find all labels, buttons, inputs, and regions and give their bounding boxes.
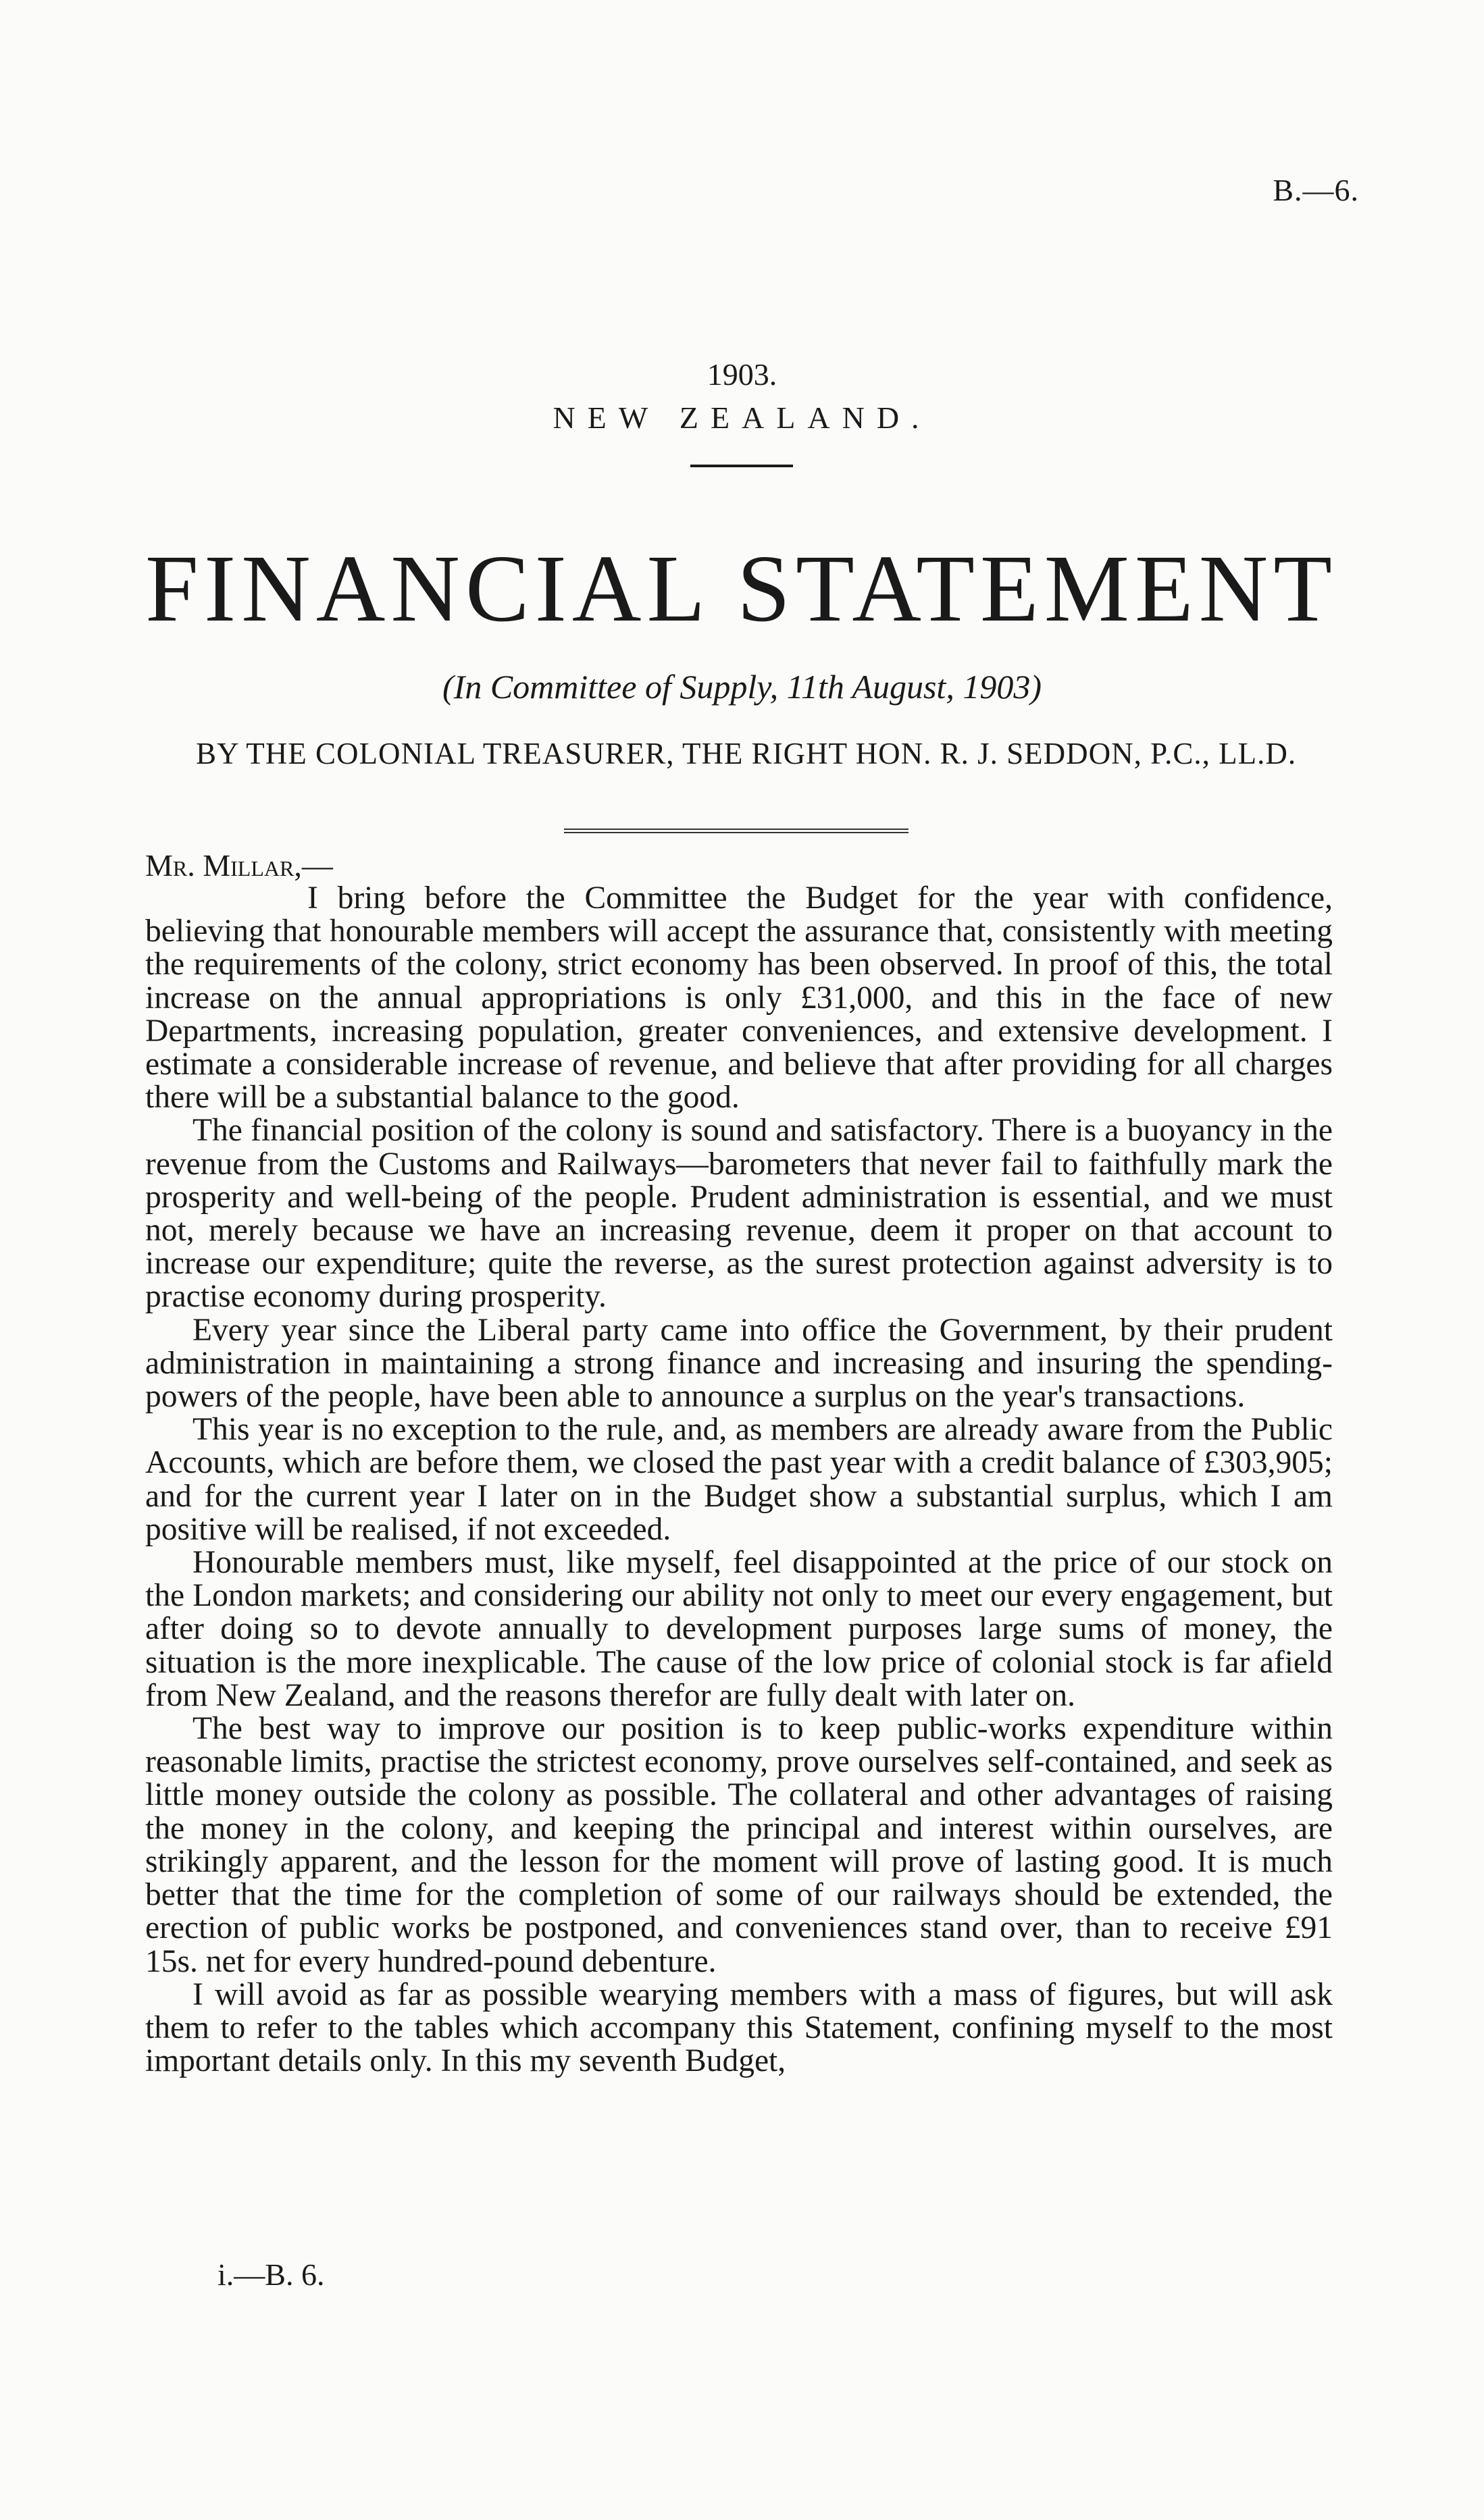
country-heading: NEW ZEALAND. — [553, 400, 931, 435]
paragraph: Honourable members must, like myself, feel disappointed at the price of our stock on the London markets; and considering our ability not only to meet our every engagement, but after doing so to devote annually to development purposes large sums of money, the situation is the more inexplicable. The cause of the low price of colonial stock is far afield from New Zealand, and the reasons therefor are fully dealt with later on. — [145, 1545, 1333, 1713]
paragraph: This year is no exception to the rule, and, as members are already aware from the Public Accounts, which are before them, we closed the past year with a credit balance of £303,905; and for the current year I later on in the Budget show a substantial surplus, which I am positive will be realised, if not exceeded. — [145, 1412, 1333, 1547]
title-word-2: STATEMENT — [737, 535, 1337, 641]
byline: BY THE COLONIAL TREASURER, THE RIGHT HON. R. J. SEDDON, P.C., LL.D. — [196, 737, 1297, 770]
paragraph: I will avoid as far as possible wearying members with a mass of figures, but will ask them to refer to the tables which accompany this Statement, confining myself to the most important details only. In this my seventh Budget, — [145, 1976, 1333, 2079]
paragraph: The financial position of the colony is sound and satisfactory. There is a buoyancy in the revenue from the Customs and Railways—barometers that never fail to faithfully mark the prosperity and well-being of the people. Prudent administration is essential, and we must not, merely because we have an increasing revenue, deem it proper on that account to increase our expenditure; quite the reverse, as the surest protection against adversity is to practise economy during prosperity. — [145, 1113, 1333, 1315]
document-year: 1903. — [707, 357, 777, 392]
double-divider — [564, 829, 909, 835]
short-divider — [690, 465, 793, 467]
salutation: Mr. Millar,— — [145, 848, 333, 883]
title-word-1: FINANCIAL — [145, 535, 711, 641]
paragraph: I bring before the Committee the Budget for the year with confidence, believing that honourable members will accept the assurance that, consistently with meeting the requirements of the colony, strict economy has been observed. In proof of this, the total increase on the annual appropriations is only £31,000, and this in the face of new Departments, increasing population, greater conveniences, and extensive development. I estimate a considerable increase of revenue, and believe that after providing for all charges there will be a substantial balance to the good. — [145, 881, 1333, 1115]
body-text — [145, 882, 1333, 2078]
page-title — [145, 535, 1337, 641]
document-reference: B.—6. — [1273, 173, 1359, 207]
paragraph: The best way to improve our position is to keep public-works expenditure within reasonable limits, practise the strictest economy, prove ourselves self-contained, and seek as little money outside the colony as possible. The collateral and other advantages of raising the money in the colony, and keeping the principal and interest within ourselves, are strikingly apparent, and the lesson for the moment will prove of lasting good. It is much better that the time for the completion of some of our railways should be extended, the erection of public works be postponed, and conveniences stand over, than to receive £91 15s. net for every hundred-pound debenture. — [145, 1711, 1333, 1979]
page-footer-signature: i.—B. 6. — [218, 2257, 325, 2292]
paragraph: Every year since the Liberal party came into office the Government, by their prudent administration in maintaining a strong finance and increasing and insuring the spending-powers of the people, have been able to announce a surplus on the year's transactions. — [145, 1312, 1333, 1415]
subtitle: (In Committee of Supply, 11th August, 1903) — [442, 668, 1042, 706]
